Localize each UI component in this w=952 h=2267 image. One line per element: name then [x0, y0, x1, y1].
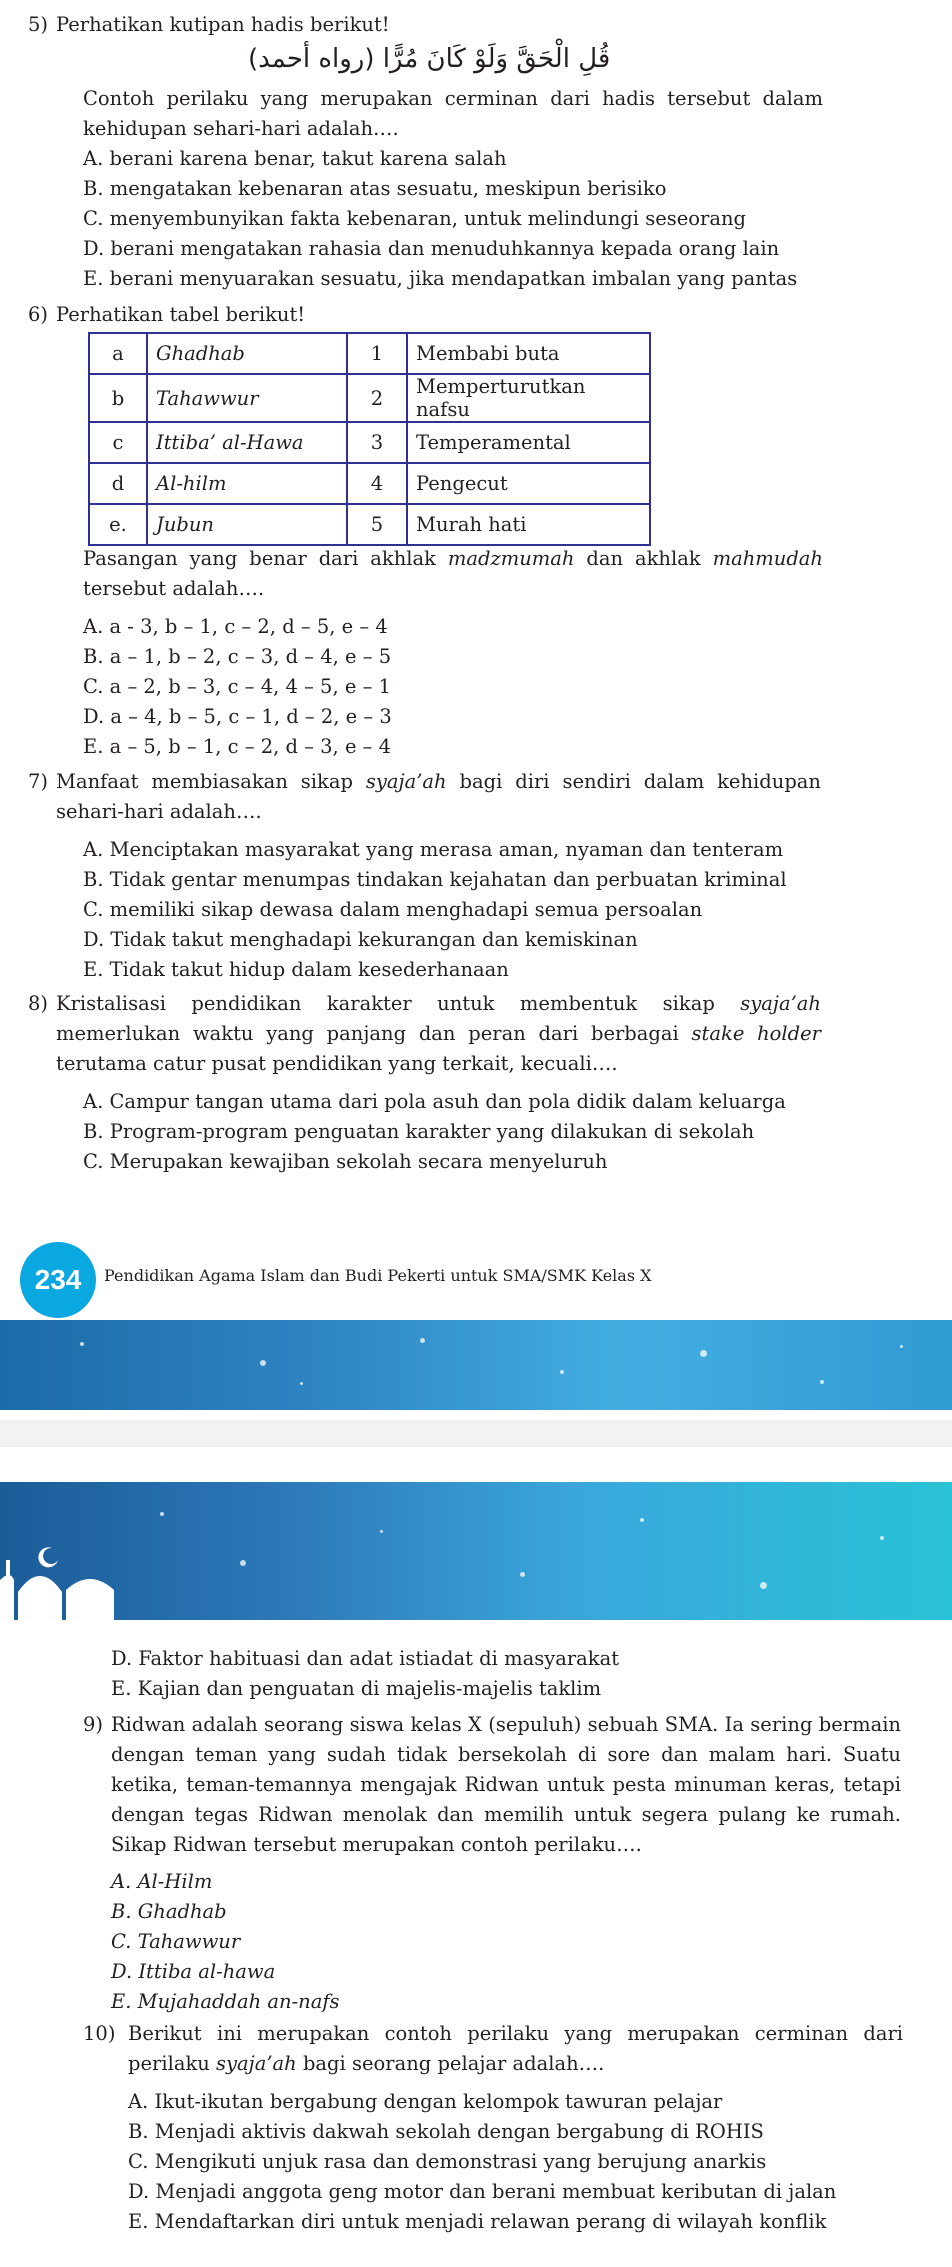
option-c[interactable]: C. memiliki sikap dewasa dalam menghadapi semua persoalan [83, 898, 703, 921]
option-b[interactable]: B. Tidak gentar menumpas tindakan kejahatan dan perbuatan kriminal [83, 868, 787, 891]
page-number-badge: 234 [20, 1242, 96, 1318]
question-6-stem-continued [83, 544, 823, 604]
option-c[interactable]: C. Tahawwur [111, 1930, 241, 1953]
table-cell: Pengecut [407, 463, 650, 504]
text-run-italic: syaja’ah [365, 770, 447, 793]
option-a[interactable]: A. Al-Hilm [111, 1870, 213, 1893]
matching-table [88, 332, 651, 546]
option-e[interactable]: E. Mendaftarkan diri untuk menjadi relawan perang di wilayah konflik [128, 2210, 827, 2233]
text-run: Kristalisasi pendidikan karakter untuk membentuk sikap [56, 992, 741, 1015]
text-run: memerlukan waktu yang panjang dan peran dari berbagai [56, 1022, 692, 1045]
options-list [83, 144, 797, 294]
option-c[interactable]: C. Mengikuti unjuk rasa dan demonstrasi yang berujung anarkis [128, 2150, 767, 2173]
text-run-italic: stake holder [691, 1022, 821, 1045]
text-run-italic: mahmudah [712, 547, 823, 570]
text-run: tersebut adalah…. [83, 577, 265, 600]
option-d[interactable]: D. Ittiba al-hawa [111, 1960, 276, 1983]
question-stem-continued: Contoh perilaku yang merupakan cerminan dari hadis tersebut dalam kehidupan sehari-hari adalah…. [83, 87, 823, 140]
table-cell: Membabi buta [407, 333, 650, 374]
option-a[interactable]: A. a - 3, b – 1, c – 2, d – 5, e – 4 [83, 615, 388, 638]
text-run: bagi seorang pelajar adalah…. [296, 2052, 605, 2075]
table-cell: Jubun [147, 504, 347, 545]
text-run: bagi diri sendiri dalam kehidupan sehari-hari adalah…. [56, 770, 821, 823]
question-number: 10) [83, 2022, 116, 2045]
question-number: 7) [28, 770, 49, 793]
options-list [83, 1087, 786, 1177]
table-cell: Al-hilm [147, 463, 347, 504]
question-stem-continued [83, 544, 823, 604]
question-number: 8) [28, 992, 49, 1015]
option-d[interactable]: D. Faktor habituasi dan adat istiadat di masyarakat [111, 1647, 620, 1670]
option-d[interactable]: D. berani mengatakan rahasia dan menuduhkannya kepada orang lain [83, 237, 780, 260]
option-e[interactable]: E. berani menyuarakan sesuatu, jika mendapatkan imbalan yang pantas [83, 267, 798, 290]
question-stem: Perhatikan kutipan hadis berikut! [56, 13, 390, 36]
question-number: 6) [28, 303, 49, 326]
question-stem: Perhatikan tabel berikut! [56, 303, 306, 326]
question-stem [56, 767, 821, 827]
option-c[interactable]: C. menyembunyikan fakta kebenaran, untuk melindungi seseorang [83, 207, 747, 230]
table-row [89, 422, 650, 463]
option-a[interactable]: A. Ikut-ikutan bergabung dengan kelompok tawuran pelajar [128, 2090, 723, 2113]
table-row [89, 333, 650, 374]
mosque-silhouette-icon [0, 1530, 120, 1620]
option-e[interactable]: E. Mujahaddah an-nafs [111, 1990, 340, 2013]
table-cell: 5 [347, 504, 407, 545]
text-run-italic: syaja’ah [216, 2052, 297, 2075]
text-run-italic: madzmumah [447, 547, 575, 570]
option-d[interactable]: D. Menjadi anggota geng motor dan berani membuat keributan di jalan [128, 2180, 837, 2203]
table-cell: Tahawwur [147, 374, 347, 422]
question-5 [28, 10, 928, 320]
question-10 [83, 2019, 943, 2259]
text-run: dan akhlak [574, 547, 713, 570]
table-cell: Memperturutkan nafsu [407, 374, 650, 422]
table-cell: 2 [347, 374, 407, 422]
table-row [89, 504, 650, 545]
text-run: Berikut ini merupakan contoh perilaku yang merupakan cerminan dari perilaku [128, 2022, 903, 2075]
question-stem [128, 2019, 903, 2079]
table-cell: a [89, 333, 147, 374]
text-run: Manfaat membiasakan sikap [56, 770, 366, 793]
table-cell: c [89, 422, 147, 463]
decorative-banner [0, 1320, 952, 1410]
question-number: 5) [28, 13, 49, 36]
table-cell: Murah hati [407, 504, 650, 545]
option-e[interactable]: E. Tidak takut hidup dalam kesederhanaan [83, 958, 509, 981]
question-6-options [83, 612, 392, 762]
table-row [89, 463, 650, 504]
options-list [83, 835, 787, 985]
table-cell: d [89, 463, 147, 504]
text-run-italic: syaja’ah [740, 992, 821, 1015]
table-cell: Ittiba’ al-Hawa [147, 422, 347, 463]
decorative-header-banner [0, 1482, 952, 1620]
table-cell: Ghadhab [147, 333, 347, 374]
option-b[interactable]: B. mengatakan kebenaran atas sesuatu, meskipun berisiko [83, 177, 667, 200]
table-row [89, 374, 650, 422]
hadith-arabic-text: قُلِ الْحَقَّ وَلَوْ كَانَ مُرًّا (رواه أحمد) [248, 44, 611, 74]
question-7 [28, 767, 928, 987]
option-b[interactable]: B. Ghadhab [111, 1900, 227, 1923]
option-a[interactable]: A. Campur tangan utama dari pola asuh dan pola didik dalam keluarga [83, 1090, 786, 1113]
table-cell: b [89, 374, 147, 422]
option-a[interactable]: A. Menciptakan masyarakat yang merasa aman, nyaman dan tenteram [83, 838, 784, 861]
table-cell: Temperamental [407, 422, 650, 463]
text-run: Pasangan yang benar dari akhlak [83, 547, 448, 570]
text-run: terutama catur pusat pendidikan yang terkait, kecuali…. [56, 1052, 618, 1075]
question-stem: Ridwan adalah seorang siswa kelas X (sepuluh) sebuah SMA. Ia sering bermain dengan teman yang sudah tidak bersekolah di sore dan malam hari. Suatu ketika, teman-temannya mengajak Ridwan untuk pesta minuman keras, tetapi dengan tegas Ridwan menolak dan memilih untuk segera pulang ke rumah. Sikap Ridwan tersebut merupakan contoh perilaku…. [111, 1713, 901, 1856]
question-9 [83, 1710, 943, 2013]
question-8 [28, 989, 928, 1189]
option-e[interactable]: E. a – 5, b – 1, c – 2, d – 3, e – 4 [83, 735, 392, 758]
question-number: 9) [83, 1713, 104, 1736]
table-cell: e. [89, 504, 147, 545]
option-b[interactable]: B. Program-program penguatan karakter yang dilakukan di sekolah [83, 1120, 755, 1143]
options-list [128, 2087, 836, 2237]
options-list [111, 1867, 340, 2017]
table-cell: 1 [347, 333, 407, 374]
question-8-options-continued [111, 1644, 619, 1704]
option-d[interactable]: D. Tidak takut menghadapi kekurangan dan kemiskinan [83, 928, 638, 951]
option-c[interactable]: C. a – 2, b – 3, c – 4, 4 – 5, e – 1 [83, 675, 391, 698]
page-divider [0, 1420, 952, 1447]
table-cell: 3 [347, 422, 407, 463]
option-e[interactable]: E. Kajian dan penguatan di majelis-majelis taklim [111, 1677, 602, 1700]
option-a[interactable]: A. berani karena benar, takut karena salah [83, 147, 507, 170]
book-title-footer: Pendidikan Agama Islam dan Budi Pekerti untuk SMA/SMK Kelas X [104, 1266, 652, 1285]
option-d[interactable]: D. a – 4, b – 5, c – 1, d – 2, e – 3 [83, 705, 392, 728]
option-b[interactable]: B. a – 1, b – 2, c – 3, d – 4, e – 5 [83, 645, 392, 668]
question-6 [28, 300, 928, 330]
option-b[interactable]: B. Menjadi aktivis dakwah sekolah dengan bergabung di ROHIS [128, 2120, 764, 2143]
table-cell: 4 [347, 463, 407, 504]
question-stem [56, 989, 821, 1079]
option-c[interactable]: C. Merupakan kewajiban sekolah secara menyeluruh [83, 1150, 608, 1173]
